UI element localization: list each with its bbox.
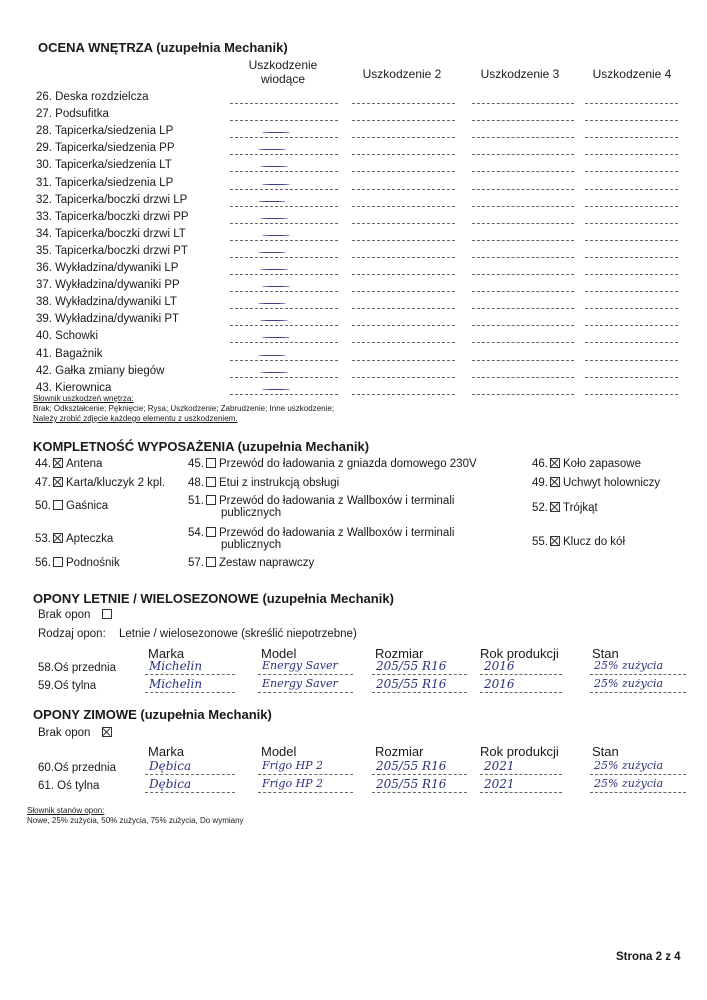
tire-field-line <box>480 674 562 675</box>
equipment-checkbox[interactable] <box>53 533 63 543</box>
interior-row-label: 42. Gałka zmiany biegów <box>36 365 165 377</box>
tire-rozmiar-value[interactable]: 205/55 R16 <box>376 759 447 773</box>
equipment-item-number: 46. <box>532 458 548 470</box>
damage-field[interactable] <box>472 120 574 121</box>
interior-row-label: 38. Wykładzina/dywaniki LT <box>36 296 177 308</box>
tire-axle-label: 61. Oś tylna <box>38 780 100 792</box>
winter-no-tires-checkbox[interactable] <box>102 727 112 737</box>
equipment-item-46[interactable] <box>532 458 641 470</box>
equipment-item-number: 47. <box>35 477 51 489</box>
interior-legend <box>33 394 334 424</box>
damage-field[interactable] <box>352 189 455 190</box>
equipment-item-label: Koło zapasowe <box>563 458 641 470</box>
tire-stan-value[interactable]: 25% zużycia <box>594 759 664 772</box>
tire-rozmiar-value[interactable]: 205/55 R16 <box>376 777 447 791</box>
equipment-checkbox[interactable] <box>53 477 63 487</box>
damage-field[interactable] <box>472 377 574 378</box>
interior-row-label: 39. Wykładzina/dywaniki PT <box>36 313 180 325</box>
interior-legend-title: Słownik uszkodzeń wnętrza: <box>33 394 134 403</box>
damage-field[interactable] <box>352 325 455 326</box>
tire-field-line <box>145 792 235 793</box>
handwritten-dash-mark <box>262 286 290 287</box>
equipment-checkbox[interactable] <box>206 557 216 567</box>
equipment-item-57[interactable] <box>188 557 314 569</box>
damage-field[interactable] <box>585 325 678 326</box>
equipment-item-44[interactable] <box>35 458 102 470</box>
equipment-item-label: Gaśnica <box>66 500 109 512</box>
equipment-item-label: Podnośnik <box>66 557 120 569</box>
damage-field[interactable] <box>585 291 678 292</box>
tire-field-line <box>590 792 686 793</box>
equipment-item-number: 53. <box>35 533 51 545</box>
equipment-checkbox[interactable] <box>206 527 216 537</box>
tire-rozmiar-value[interactable]: 205/55 R16 <box>376 659 447 673</box>
tire-field-line <box>258 692 353 693</box>
damage-field[interactable] <box>585 308 678 309</box>
equipment-item-52[interactable] <box>532 502 598 514</box>
damage-field[interactable] <box>472 206 574 207</box>
equipment-item-label: Przewód do ładowania z Wallboxów i terminali <box>219 527 455 539</box>
tire-rok-value[interactable]: 2016 <box>484 659 515 673</box>
equipment-item-number: 56. <box>35 557 51 569</box>
damage-field[interactable] <box>472 257 574 258</box>
interior-row-label: 36. Wykładzina/dywaniki LP <box>36 262 179 274</box>
tire-axle-label: 60.Oś przednia <box>38 762 116 774</box>
tire-model-value[interactable]: Energy Saver <box>262 677 338 690</box>
damage-primary-field[interactable] <box>230 325 338 326</box>
interior-row-label: 33. Tapicerka/boczki drzwi PP <box>36 211 189 223</box>
equipment-item-45[interactable] <box>188 458 477 470</box>
damage-field[interactable] <box>585 206 678 207</box>
damage-field[interactable] <box>472 274 574 275</box>
handwritten-dash-mark <box>260 166 288 167</box>
damage-field[interactable] <box>352 240 455 241</box>
damage-field[interactable] <box>472 360 574 361</box>
equipment-checkbox[interactable] <box>53 500 63 510</box>
summer-tire-type <box>38 628 357 640</box>
tire-column-header: Stan <box>592 744 619 759</box>
damage-field[interactable] <box>352 206 455 207</box>
damage-field[interactable] <box>472 325 574 326</box>
damage-field[interactable] <box>585 171 678 172</box>
damage-primary-field[interactable] <box>230 308 338 309</box>
tire-legend-text: Nowe, 25% zużycia, 50% zużycia, 75% zużycia, Do wymiany <box>27 816 244 825</box>
equipment-item-48[interactable] <box>188 477 339 489</box>
damage-field[interactable] <box>585 377 678 378</box>
equipment-item-number: 44. <box>35 458 51 470</box>
tire-stan-value[interactable]: 25% zużycia <box>594 677 664 690</box>
interior-row-label: 35. Tapicerka/boczki drzwi PT <box>36 245 188 257</box>
handwritten-dash-mark <box>262 132 290 133</box>
equipment-checkbox[interactable] <box>550 502 560 512</box>
damage-field[interactable] <box>352 394 455 395</box>
tire-stan-value[interactable]: 25% zużycia <box>594 659 664 672</box>
tire-rok-value[interactable]: 2021 <box>484 777 515 791</box>
interior-row-label: 28. Tapicerka/siedzenia LP <box>36 125 174 137</box>
equipment-item-49[interactable] <box>532 477 660 489</box>
damage-primary-field[interactable] <box>230 274 338 275</box>
tire-column-header: Rozmiar <box>375 646 424 661</box>
summer-tires-title: OPONY LETNIE / WIELOSEZONOWE (uzupełnia Mechanik) <box>33 591 394 606</box>
equipment-item-label: Apteczka <box>66 533 114 545</box>
damage-field[interactable] <box>585 257 678 258</box>
damage-field[interactable] <box>472 189 574 190</box>
tire-field-line <box>372 792 467 793</box>
interior-row-label: 27. Podsufitka <box>36 108 109 120</box>
damage-primary-field[interactable] <box>230 291 338 292</box>
equipment-item-label-continued: publicznych <box>221 507 282 519</box>
damage-field[interactable] <box>352 360 455 361</box>
damage-field[interactable] <box>472 308 574 309</box>
tire-field-line <box>258 792 353 793</box>
damage-field[interactable] <box>352 257 455 258</box>
damage-field[interactable] <box>352 223 455 224</box>
tire-axle-label: 58.Oś przednia <box>38 662 116 674</box>
tire-column-header: Rok produkcji <box>480 744 559 759</box>
damage-field[interactable] <box>472 240 574 241</box>
damage-field[interactable] <box>472 137 574 138</box>
equipment-item-number: 50. <box>35 500 51 512</box>
tire-column-header: Model <box>261 744 297 759</box>
interior-row-label: 26. Deska rozdzielcza <box>36 91 149 103</box>
tire-field-line <box>258 774 353 775</box>
handwritten-dash-mark <box>258 201 286 202</box>
tire-column-header: Marka <box>148 646 185 661</box>
equipment-item-label-continued: publicznych <box>221 539 282 551</box>
handwritten-dash-mark <box>262 337 290 338</box>
tire-axle-label: 59.Oś tylna <box>38 680 97 692</box>
tire-stan-value[interactable]: 25% zużycia <box>594 777 664 790</box>
tire-field-line <box>258 674 353 675</box>
tire-legend <box>27 806 244 826</box>
column-header-primary: Uszkodzenie wiodące <box>248 58 318 86</box>
damage-field[interactable] <box>352 120 455 121</box>
handwritten-dash-mark <box>260 372 288 373</box>
interior-row-label: 32. Tapicerka/boczki drzwi LP <box>36 194 188 206</box>
interior-row-label: 31. Tapicerka/siedzenia LP <box>36 177 174 189</box>
tire-column-header: Stan <box>592 646 619 661</box>
equipment-item-number: 51. <box>188 495 204 507</box>
tire-field-line <box>590 674 686 675</box>
equipment-item-number: 45. <box>188 458 204 470</box>
interior-legend-text: Brak; Odkształcenie; Pęknięcie; Rysa; Uszkodzenie; Zabrudzenie; Inne uszkodzenie; <box>33 404 335 413</box>
tire-field-line <box>480 792 562 793</box>
damage-field[interactable] <box>352 154 455 155</box>
damage-field[interactable] <box>472 394 574 395</box>
tire-rozmiar-value[interactable]: 205/55 R16 <box>376 677 447 691</box>
damage-field[interactable] <box>585 274 678 275</box>
summer-tire-type-value: Letnie / wielosezonowe (skreślić niepotrzebne) <box>118 628 357 640</box>
summer-tire-type-label: Rodzaj opon: <box>38 628 106 640</box>
damage-field[interactable] <box>352 308 455 309</box>
damage-primary-field[interactable] <box>230 189 338 190</box>
damage-field[interactable] <box>585 223 678 224</box>
tire-field-line <box>372 674 467 675</box>
equipment-item-number: 52. <box>532 502 548 514</box>
tire-field-line <box>372 692 467 693</box>
damage-field[interactable] <box>585 360 678 361</box>
tire-rok-value[interactable]: 2021 <box>484 759 515 773</box>
damage-field[interactable] <box>352 291 455 292</box>
tire-field-line <box>145 692 235 693</box>
tire-column-header: Rok produkcji <box>480 646 559 661</box>
summer-no-tires[interactable] <box>38 609 115 621</box>
interior-title: OCENA WNĘTRZA (uzupełnia Mechanik) <box>38 40 288 55</box>
summer-no-tires-checkbox[interactable] <box>102 609 112 619</box>
winter-no-tires-label: Brak opon <box>38 727 91 739</box>
damage-field[interactable] <box>472 154 574 155</box>
equipment-item-number: 49. <box>532 477 548 489</box>
damage-primary-field[interactable] <box>230 257 338 258</box>
damage-field[interactable] <box>352 103 455 104</box>
damage-field[interactable] <box>472 103 574 104</box>
handwritten-dash-mark <box>262 235 290 236</box>
handwritten-dash-mark <box>258 149 286 150</box>
tire-model-value[interactable]: Energy Saver <box>262 659 338 672</box>
equipment-checkbox[interactable] <box>550 536 560 546</box>
damage-primary-field[interactable] <box>230 154 338 155</box>
equipment-item-label: Przewód do ładowania z gniazda domowego 230V <box>219 458 477 470</box>
interior-legend-note: Należy zrobić zdjęcie każdego elementu z uszkodzeniem. <box>33 414 238 423</box>
column-header-3: Uszkodzenie 3 <box>480 67 560 81</box>
interior-row-label: 41. Bagażnik <box>36 348 103 360</box>
equipment-item-number: 48. <box>188 477 204 489</box>
tire-field-line <box>480 692 562 693</box>
damage-field[interactable] <box>585 137 678 138</box>
equipment-item-label: Karta/kluczyk 2 kpl. <box>66 477 166 489</box>
damage-field[interactable] <box>585 154 678 155</box>
interior-row-label: 43. Kierownica <box>36 382 112 394</box>
damage-field[interactable] <box>472 291 574 292</box>
tire-model-value[interactable]: Frigo HP 2 <box>262 759 324 772</box>
equipment-item-number: 57. <box>188 557 204 569</box>
equipment-item-54[interactable] <box>188 527 454 551</box>
tire-field-line <box>590 774 686 775</box>
damage-primary-field[interactable] <box>230 120 338 121</box>
interior-row-label: 34. Tapicerka/boczki drzwi LT <box>36 228 186 240</box>
page-number: Strona 2 z 4 <box>616 951 681 963</box>
damage-field[interactable] <box>352 137 455 138</box>
damage-field[interactable] <box>352 274 455 275</box>
handwritten-dash-mark <box>260 269 288 270</box>
winter-tires-title: OPONY ZIMOWE (uzupełnia Mechanik) <box>33 707 272 722</box>
damage-field[interactable] <box>585 240 678 241</box>
tire-legend-title: Słownik stanów opon: <box>27 806 105 815</box>
equipment-item-55[interactable] <box>532 536 625 548</box>
interior-row-label: 37. Wykładzina/dywaniki PP <box>36 279 180 291</box>
interior-row-label: 40. Schowki <box>36 330 99 342</box>
handwritten-dash-mark <box>260 218 288 219</box>
handwritten-dash-mark <box>260 320 288 321</box>
tire-column-header: Rozmiar <box>375 744 424 759</box>
tire-marka-value[interactable]: Michelin <box>149 677 203 691</box>
column-header-4: Uszkodzenie 4 <box>592 67 672 81</box>
tire-column-header: Model <box>261 646 297 661</box>
equipment-item-label: Przewód do ładowania z Wallboxów i terminali <box>219 495 455 507</box>
damage-primary-field[interactable] <box>230 360 338 361</box>
equipment-checkbox[interactable] <box>550 458 560 468</box>
handwritten-dash-mark <box>258 252 286 253</box>
equipment-item-number: 54. <box>188 527 204 539</box>
damage-field[interactable] <box>585 189 678 190</box>
tire-marka-value[interactable]: Dębica <box>149 759 192 773</box>
damage-primary-field[interactable] <box>230 342 338 343</box>
damage-primary-field[interactable] <box>230 377 338 378</box>
damage-primary-field[interactable] <box>230 223 338 224</box>
tire-field-line <box>145 774 235 775</box>
equipment-checkbox[interactable] <box>206 458 216 468</box>
damage-primary-field[interactable] <box>230 103 338 104</box>
tire-rok-value[interactable]: 2016 <box>484 677 515 691</box>
interior-row-label: 29. Tapicerka/siedzenia PP <box>36 142 175 154</box>
equipment-item-label: Zestaw naprawczy <box>219 557 315 569</box>
equipment-item-label: Trójkąt <box>563 502 598 514</box>
tire-field-line <box>590 692 686 693</box>
equipment-checkbox[interactable] <box>53 458 63 468</box>
damage-field[interactable] <box>585 103 678 104</box>
tire-field-line <box>480 774 562 775</box>
equipment-item-label: Antena <box>66 458 103 470</box>
summer-no-tires-label: Brak opon <box>38 609 91 621</box>
equipment-checkbox[interactable] <box>206 495 216 505</box>
equipment-item-label: Uchwyt holowniczy <box>563 477 661 489</box>
damage-field[interactable] <box>472 223 574 224</box>
equipment-item-56[interactable] <box>35 557 120 569</box>
equipment-item-number: 55. <box>532 536 548 548</box>
equipment-checkbox[interactable] <box>206 477 216 487</box>
handwritten-dash-mark <box>262 184 290 185</box>
damage-field[interactable] <box>352 342 455 343</box>
damage-primary-field[interactable] <box>230 240 338 241</box>
equipment-item-50[interactable] <box>35 500 108 512</box>
damage-field[interactable] <box>352 377 455 378</box>
tire-marka-value[interactable]: Dębica <box>149 777 192 791</box>
damage-field[interactable] <box>585 120 678 121</box>
tire-field-line <box>372 774 467 775</box>
equipment-item-47[interactable] <box>35 477 165 489</box>
equipment-item-51[interactable] <box>188 495 454 519</box>
damage-field[interactable] <box>352 171 455 172</box>
damage-primary-field[interactable] <box>230 137 338 138</box>
column-header-2: Uszkodzenie 2 <box>362 67 442 81</box>
damage-primary-field[interactable] <box>230 206 338 207</box>
damage-field[interactable] <box>585 394 678 395</box>
damage-primary-field[interactable] <box>230 171 338 172</box>
handwritten-dash-mark <box>258 355 286 356</box>
handwritten-dash-mark <box>262 389 290 390</box>
equipment-title: KOMPLETNOŚĆ WYPOSAŻENIA (uzupełnia Mechanik) <box>33 439 370 454</box>
tire-field-line <box>145 674 235 675</box>
winter-no-tires[interactable] <box>38 727 115 739</box>
equipment-checkbox[interactable] <box>550 477 560 487</box>
equipment-item-label: Klucz do kół <box>563 536 626 548</box>
equipment-item-53[interactable] <box>35 533 113 545</box>
damage-field[interactable] <box>585 342 678 343</box>
equipment-checkbox[interactable] <box>53 557 63 567</box>
handwritten-dash-mark <box>258 303 286 304</box>
tire-marka-value[interactable]: Michelin <box>149 659 203 673</box>
tire-model-value[interactable]: Frigo HP 2 <box>262 777 324 790</box>
damage-field[interactable] <box>472 171 574 172</box>
tire-column-header: Marka <box>148 744 185 759</box>
equipment-item-label: Etui z instrukcją obsługi <box>219 477 340 489</box>
interior-row-label: 30. Tapicerka/siedzenia LT <box>36 159 172 171</box>
damage-field[interactable] <box>472 342 574 343</box>
